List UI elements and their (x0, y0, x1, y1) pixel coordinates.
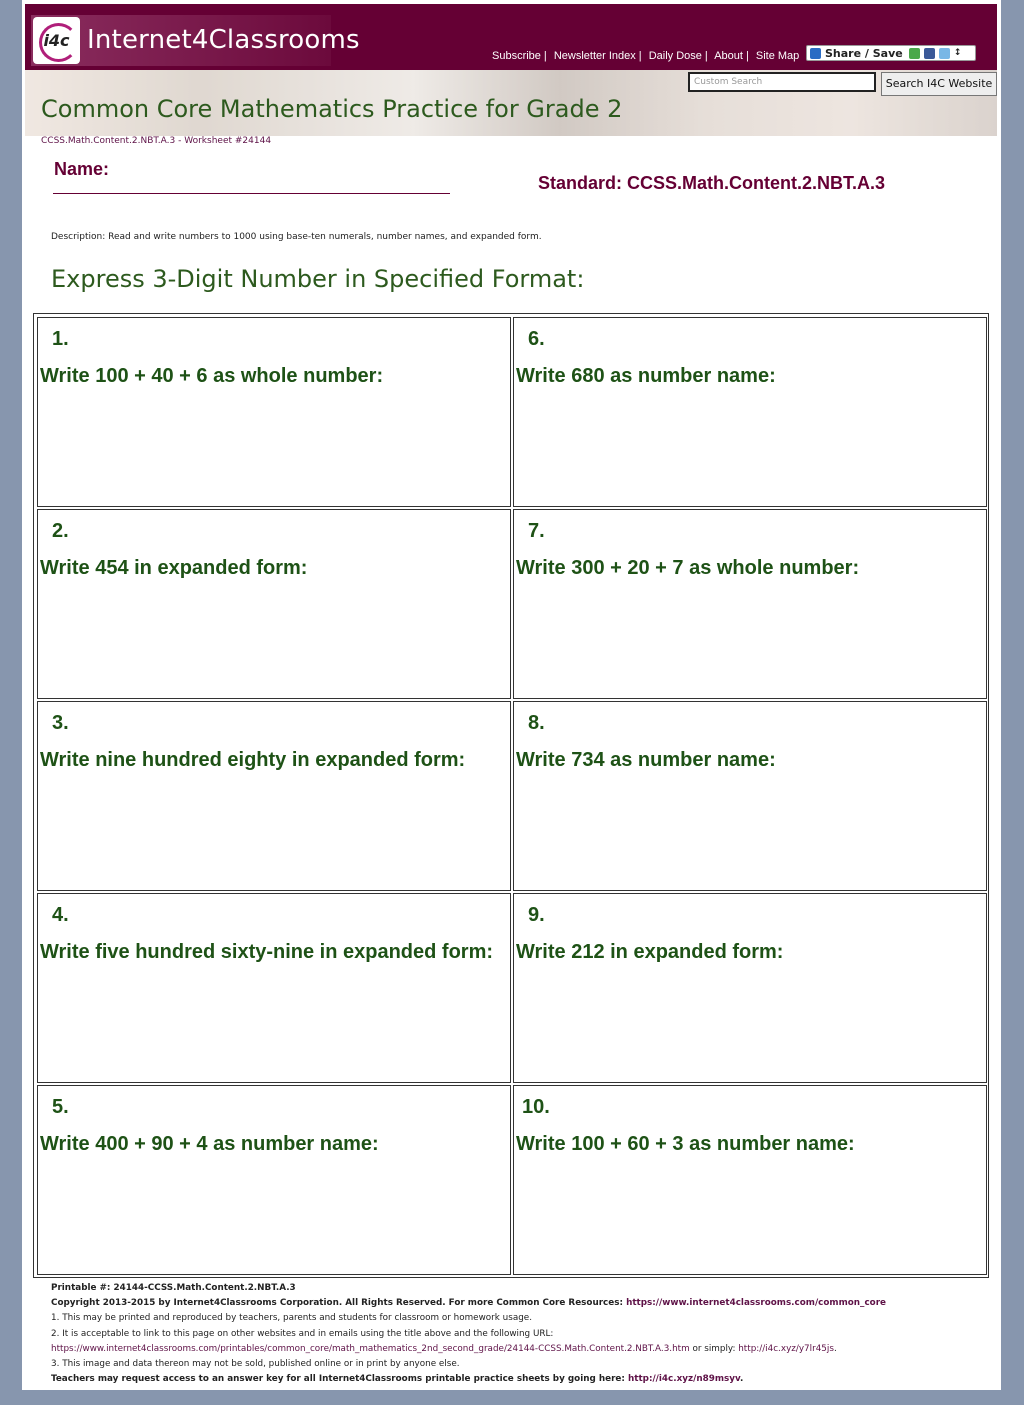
question-text: Write 680 as number name: (516, 365, 776, 387)
share-green-icon (909, 48, 920, 59)
question-text: Write 454 in expanded form: (40, 557, 308, 579)
question-number: 1. (52, 328, 69, 350)
name-label: Name: (54, 159, 110, 179)
standard-label: Standard: CCSS.Math.Content.2.NBT.A.3 (538, 173, 886, 193)
question-number: 2. (52, 520, 69, 542)
worksheet-url-link[interactable]: https://www.internet4classrooms.com/printables/common_core/math_mathematics_2nd_second_grade/24144-CCSS.Math.Content.2.NBT.A.3.htm (51, 1343, 690, 1354)
search-input[interactable]: Custom Search (688, 72, 876, 92)
note-1: 1. This may be printed and reproduced by teachers, parents and students for classroom or homework usage. (51, 1313, 533, 1324)
page-title: Common Core Mathematics Practice for Grade 2 (41, 95, 623, 123)
note-3: 3. This image and data thereon may not be sold, published online or in print by anyone else. (51, 1359, 460, 1370)
share-save-button[interactable] (806, 45, 976, 61)
question-cell (37, 317, 511, 507)
question-text: Write 734 as number name: (516, 749, 776, 771)
question-number: 4. (52, 904, 69, 926)
question-cell (513, 1085, 987, 1275)
facebook-icon (924, 48, 935, 59)
question-number: 3. (52, 712, 69, 734)
site-logo[interactable] (31, 15, 360, 66)
answer-key-link[interactable]: http://i4c.xyz/n89msyv (627, 1374, 740, 1385)
worksheet-id: CCSS.Math.Content.2.NBT.A.3 - Worksheet #24144 (41, 136, 272, 146)
short-url-link[interactable]: http://i4c.xyz/y7lr45js (738, 1343, 834, 1354)
nav-subscribe[interactable]: Subscribe (492, 50, 541, 62)
worksheet-page (22, 0, 1001, 1390)
logo-badge-text: i4c (43, 31, 70, 50)
question-cell (37, 893, 511, 1083)
name-line (53, 193, 450, 194)
i4c-logo-icon (33, 17, 80, 64)
copyright-text: Copyright 2013-2015 by Internet4Classrooms Corporation. All Rights Reserved. For more Common Core Resources: (51, 1298, 623, 1309)
search-button[interactable]: Search I4C Website (881, 72, 997, 96)
note-2: 2. It is acceptable to link to this page on other websites and in emails using the title above and the following URL: (51, 1328, 554, 1339)
nav-about[interactable]: About (714, 50, 743, 62)
question-text: Write 400 + 90 + 4 as number name: (40, 1133, 379, 1155)
header-bar (25, 4, 997, 70)
question-number: 9. (528, 904, 545, 926)
question-number: 8. (528, 712, 545, 734)
question-cell (37, 1085, 511, 1275)
nav-daily-dose[interactable]: Daily Dose (648, 50, 702, 62)
question-text: Write 300 + 20 + 7 as whole number: (516, 557, 860, 579)
question-cell (37, 509, 511, 699)
printable-number: Printable #: 24144-CCSS.Math.Content.2.NBT.A.3 (51, 1283, 296, 1293)
question-cell (37, 701, 511, 891)
question-cell (513, 893, 987, 1083)
question-number: 5. (52, 1096, 69, 1118)
twitter-icon (939, 48, 950, 59)
common-core-link[interactable]: https://www.internet4classrooms.com/common_core (626, 1298, 887, 1309)
footer: Printable #: 24144-CCSS.Math.Content.2.NBT.A.3 Copyright 2013-2015 by Internet4Classrooms Corporation. All Rights Reserved. For more Common Core Resources: https://www.internet4classrooms.com/common_core 1. This may be printed and reproduced by teachers, parents and students for classroom or homework usage. 2. It is acceptable to link to this page on other websites and in emails using the title above and the following URL: https://www.internet4classrooms.com/printables/common_core/math_mathematics_2nd_second_grade/24144-CCSS.Math.Content.2.NBT.A.3.htm or simply: http://i4c.xyz/y7lr45js. 3. This image and data thereon may not be sold, published online or in print by anyone else. Teachers may request access to an answer key for all Internet4Classrooms printable practice sheets by going here: http://i4c.xyz/n89msyv. (51, 1281, 991, 1387)
nav-newsletter-index[interactable]: Newsletter Index (553, 50, 636, 62)
nav-site-map[interactable]: Site Map (755, 50, 800, 62)
question-text: Write five hundred sixty-nine in expanded form: (40, 941, 494, 963)
share-label: Share / Save (825, 46, 903, 60)
url-or-text: or simply: (692, 1343, 736, 1354)
question-number: 7. (528, 520, 545, 542)
question-number: 6. (528, 328, 545, 350)
question-number: 10. (522, 1096, 550, 1118)
question-text: Write 212 in expanded form: (516, 941, 784, 963)
answer-key-text: Teachers may request access to an answer key for all Internet4Classrooms printable practice sheets by going here: (51, 1374, 625, 1385)
question-cell (513, 701, 987, 891)
share-chevron-icon: ↕ (953, 48, 962, 58)
question-text: Write nine hundred eighty in expanded form: (40, 749, 466, 771)
question-text: Write 100 + 60 + 3 as number name: (516, 1133, 855, 1155)
section-title: Express 3-Digit Number in Specified Format: (51, 265, 585, 293)
question-text: Write 100 + 40 + 6 as whole number: (40, 365, 384, 387)
description: Description: Read and write numbers to 1000 using base-ten numerals, number names, and expanded form. (51, 232, 542, 242)
question-grid (33, 313, 989, 1278)
question-cell (513, 317, 987, 507)
logo-text: Internet4Classrooms (87, 25, 360, 55)
site-header (25, 4, 997, 136)
question-cell (513, 509, 987, 699)
share-plus-icon (810, 48, 821, 59)
top-nav: Subscribe | Newsletter Index | Daily Dose | About | Site Map (492, 50, 800, 62)
